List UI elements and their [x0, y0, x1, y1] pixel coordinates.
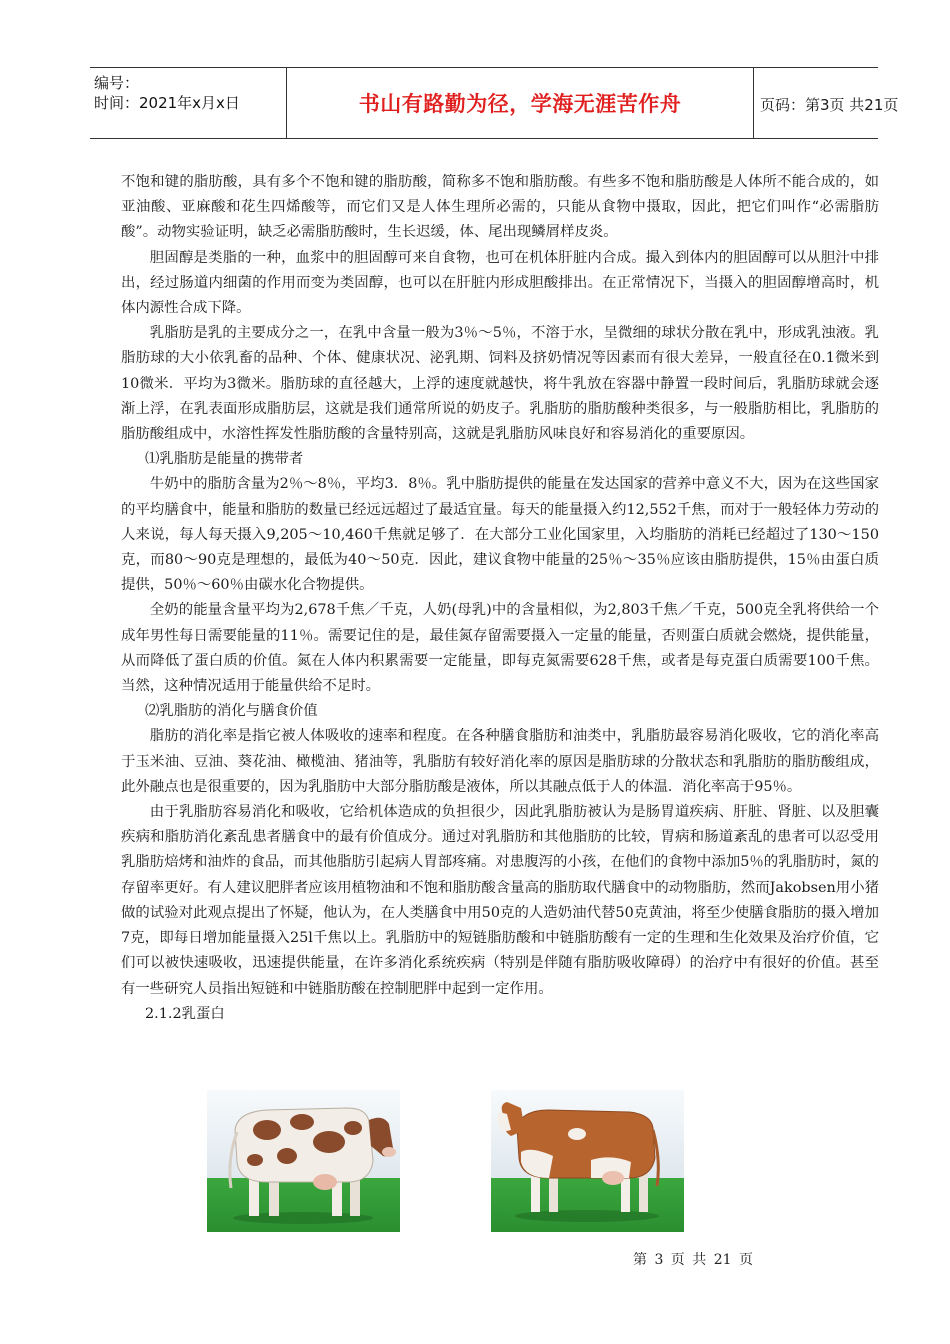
paragraph-cholesterol: 胆固醇是类脂的一种，血浆中的胆固醇可来自食物，也可在机体肝脏内合成。撮入到体内的胆固醇可以从胆汁中排出，经过肠道内细菌的作用而变为类固醇，也可以在肝脏内形成胆酸排出。在正常情况下，当摄入的胆固醇增高时，机体内源性合成下降。	[121, 249, 879, 317]
holstein-cow-drawing	[207, 1090, 400, 1232]
header-page-cell	[752, 68, 899, 138]
document-time-label: 时间：2021年x月x日	[94, 94, 240, 112]
document-body	[121, 170, 879, 1027]
paragraph-milk-fat: 乳脂肪是乳的主要成分之一，在乳中含量一般为3％～5％，不溶于水，呈微细的球状分散在乳中，形成乳浊液。乳脂肪球的大小依乳畜的品种、个体、健康状况、泌乳期、饲料及挤奶情况等因素而有很大差异，一般直径在0.1微米到10微米．平均为3微米。脂肪球的直径越大，上浮的速度就越快，将牛乳放在容器中静置一段时间后，乳脂肪球就会逐渐上浮，在乳表面形成脂肪层，这就是我们通常所说的奶皮子。乳脂肪的脂肪酸种类很多，与一般脂肪相比，乳脂肪的脂肪酸组成中，水溶性挥发性脂肪酸的含量特别高，这就是乳脂肪风味良好和容易消化的重要原因。	[121, 325, 879, 443]
page-footer-number: 第 3 页 共 21 页	[633, 1252, 753, 1268]
subheading-energy-carrier: ⑴乳脂肪是能量的携带者	[145, 451, 304, 468]
paragraph-pufa: 不饱和键的脂肪酸，具有多个不饱和键的脂肪酸，简称多不饱和脂肪酸。有些多不饱和脂肪酸是人体所不能合成的，如亚油酸、亚麻酸和花生四烯酸等，而它们又是人体生理所必需的，只能从食物中摄取，因此，把它们叫作“必需脂肪酸”。动物实验证明，缺乏必需脂肪酸时，生长迟缓，体、尾出现鳞屑样皮炎。	[121, 174, 879, 241]
header-motto-cell	[286, 68, 754, 138]
page-header	[90, 67, 899, 139]
paragraph-energy-content: 全奶的能量含量平均为2,678千焦／千克，人奶(母乳)中的含量相似，为2,803千焦／千克，500克全乳将供给一个成年男性每日需要能量的11％。需要记住的是，最佳氮存留需要摄入一定量的能量，否则蛋白质就会燃烧，提供能量，从而降低了蛋白质的价值。氮在人体内积累需要一定能量，即每克氮需要628千焦，或者是每克蛋白质需要100千焦。当然，这种情况适用于能量供给不足时。	[121, 602, 879, 695]
paragraph-fat-content: 牛奶中的脂肪含量为2％～8％，平均3．8％。乳中脂肪提供的能量在发达国家的营养中意义不大，因为在这些国家的平均膳食中，能量和脂肪的数量已经远远超过了最适宜量。每天的能量摄入约12,552千焦，而对于一般轻体力劳动的人来说，每人每天摄入9,205～10,460千焦就足够了．在大部分工业化国家里，入均脂肪的消耗已经超过了130～150克，而80～90克是理想的，最低为40～50克．因此，建议食物中能量的25％～35％应该由脂肪提供，15％由蛋白质提供，50％～60％由碳水化合物提供。	[121, 476, 879, 594]
header-page-code: 页码：第3页 共21页	[760, 96, 899, 114]
paragraph-dietary-value: 由于乳脂肪容易消化和吸收，它给机体造成的负担很少，因此乳脂肪被认为是肠胃道疾病、肝脏、肾脏、以及胆囊疾病和脂肪消化紊乱患者膳食中的最有价值成分。通过对乳脂肪和其他脂肪的比较，胃病和肠道紊乱的患者可以忍受用乳脂肪焙烤和油炸的食品，而其他脂肪引起病人胃部疼痛。对患腹泻的小孩，在他们的食物中添加5％的乳脂肪时，氮的存留率更好。有人建议肥胖者应该用植物油和不饱和脂肪酸含量高的脂肪取代膳食中的动物脂肪，然而Jakobsen用小猪做的试验对此观点提出了怀疑，他认为，在人类膳食中用50克的人造奶油代替50克黄油，将至少使膳食脂肪的摄入增加7克，即每日增加能量摄入25l千焦以上。乳脂肪中的短链脂肪酸和中链脂肪酸有一定的生理和生化效果及治疗价值，它们可以被快速吸收，迅速提供能量，在许多消化系统疾病（特别是伴随有脂肪吸收障碍）的治疗中有很好的价值。甚至有一些研究人员指出短链和中链脂肪酸在控制肥胖中起到一定作用。	[121, 804, 879, 997]
paragraph-digestibility: 脂肪的消化率是指它被人体吸收的速率和程度。在各种膳食脂肪和油类中，乳脂肪最容易消化吸收，它的消化率高于玉米油、豆油、葵花油、橄榄油、猪油等，乳脂肪有较好消化率的原因是脂肪球的分散状态和乳脂肪的脂肪酸组成，此外融点也是很重要的，因为乳脂肪中大部分脂肪酸是液体，所以其融点低于人的体温．消化率高于95％。	[121, 728, 879, 795]
cow-photo-holstein	[207, 1090, 400, 1232]
cow-photo-red-white	[491, 1090, 684, 1232]
document-number-label: 编号：	[94, 74, 140, 92]
header-motto: 书山有路勤为径，学海无涯苦作舟	[358, 92, 682, 116]
header-meta-cell	[90, 68, 286, 138]
section-heading-milk-protein: 2.1.2乳蛋白	[145, 1005, 225, 1022]
red-white-cow-drawing	[491, 1090, 684, 1232]
subheading-digestion: ⑵乳脂肪的消化与膳食价值	[145, 703, 318, 720]
